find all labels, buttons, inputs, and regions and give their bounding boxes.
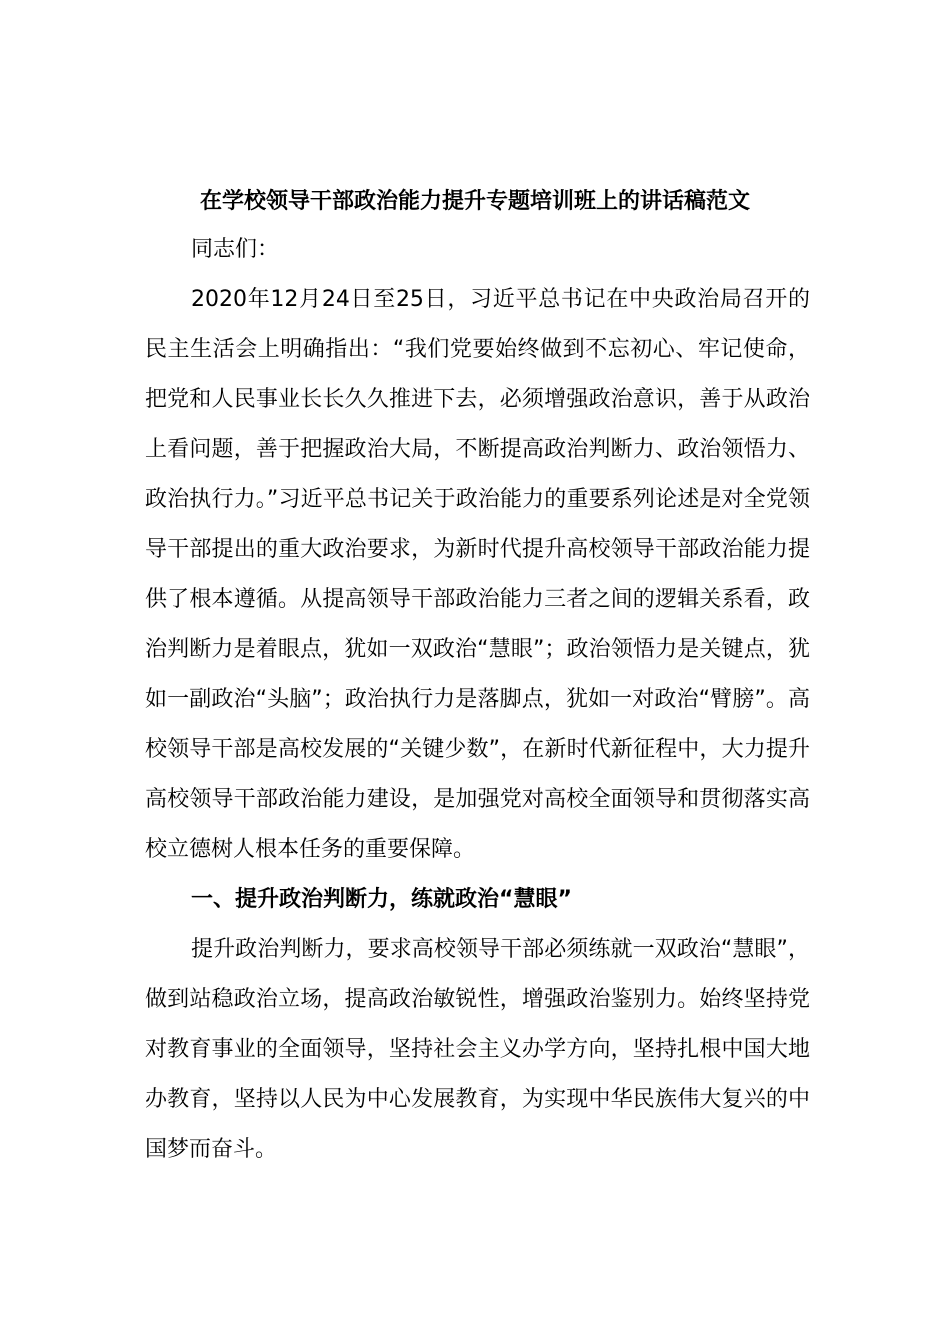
salutation: 同志们：: [191, 237, 280, 262]
document-title: 在学校领导干部政治能力提升专题培训班上的讲话稿范文: [199, 189, 750, 214]
paragraph-intro: 2020年12月24日至25日，习近平总书记在中央政治局召开的民主生活会上明确指出：“我们党要始终做到不忘初心、牢记使命，把党和人民事业长长久久推进下去，必须增强政治意识，善于从政治上看问题，善于把握政治大局，不断提高政治判断力、政治领悟力、政治执行力。”习近平总书记关于政治能力的重要系列论述是对全党领导干部提出的重大政治要求，为新时代提升高校领导干部政治能力提供了根本遵循。从提高领导干部政治能力三者之间的逻辑关系看，政治判断力是着眼点，犹如一双政治“慧眼”；政治领悟力是关键点，犹如一副政治“头脑”；政治执行力是落脚点，犹如一对政治“臂膀”。高校领导干部是高校发展的“关键少数”，在新时代新征程中，大力提升高校领导干部政治能力建设，是加强党对高校全面领导和贯彻落实高校立德树人根本任务的重要保障。: [145, 287, 810, 862]
document-body: [145, 225, 810, 1175]
paragraph-section-1: 提升政治判断力，要求高校领导干部必须练就一双政治“慧眼”，做到站稳政治立场，提高政治敏锐性，增强政治鉴别力。始终坚持党对教育事业的全面领导，坚持社会主义办学方向，坚持扎根中国大地办教育，坚持以人民为中心发展教育，为实现中华民族伟大复兴的中国梦而奋斗。: [145, 937, 810, 1162]
section-heading-1: 一、提升政治判断力，练就政治“慧眼”: [191, 887, 572, 912]
